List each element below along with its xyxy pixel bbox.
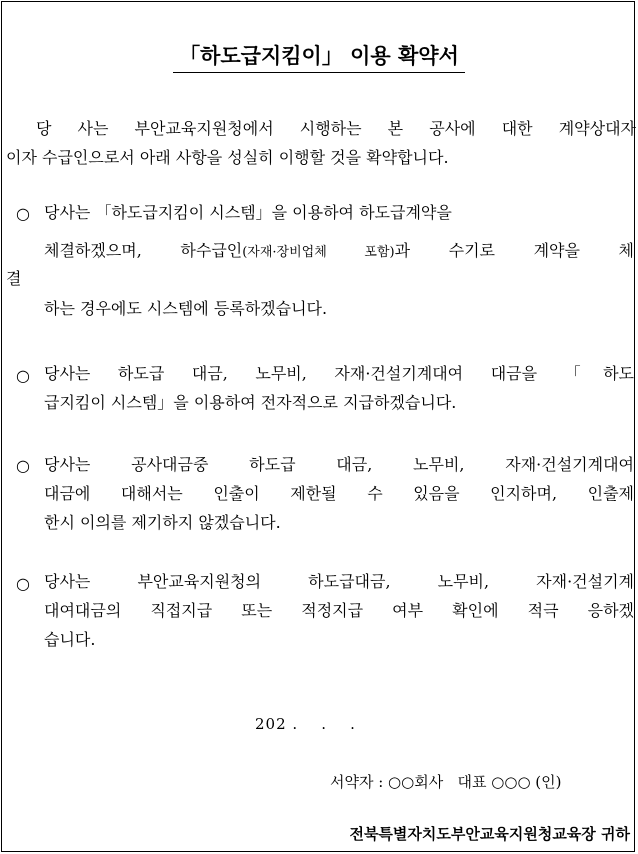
item-3-line-1: 당사는 공사대금중 하도급 대금, 노무비, 자재·건설기계대여 [44, 455, 634, 474]
item-1-line-3: 결 [6, 269, 22, 288]
item-1-line-2 [44, 236, 634, 267]
item-1-block-2 [44, 294, 634, 323]
item-1-line-2b: (자재·장비업체 포함) [242, 245, 395, 260]
bullet-3: ○ [16, 456, 30, 475]
item-4-line-1: 당사는 부안교육지원청의 하도급대금, 노무비, 자재·건설기계 [44, 572, 634, 591]
item-1-line-2a: 체결하겠으며, 하수급인 [44, 241, 243, 260]
intro-line-1: 당 사는 부안교육지원청에서 시행하는 본 공사에 대한 계약상대자 [36, 119, 636, 138]
item-4 [44, 567, 634, 654]
bullet-4: ○ [16, 574, 30, 593]
bullet-1: ○ [16, 204, 30, 223]
item-3 [44, 450, 634, 537]
date-line: 202 . . . [255, 715, 356, 733]
item-2 [44, 359, 634, 417]
item-1-line-4: 하는 경우에도 시스템에 등록하겠습니다. [44, 299, 328, 318]
intro-line-2: 이자 수급인으로서 아래 사항을 성실히 이행할 것을 확약합니다. [6, 148, 449, 167]
intro-paragraph [0, 114, 636, 172]
item-3-line-3: 한시 이의를 제기하지 않겠습니다. [44, 513, 281, 532]
document-title: 「하도급지킴이」 이용 확약서 [173, 42, 465, 73]
item-3-line-2: 대금에 대해서는 인출이 제한될 수 있음을 인지하며, 인출제 [44, 484, 634, 503]
recipient-line: 전북특별자치도부안교육지원청교육장 귀하 [349, 825, 630, 843]
document-title-wrap [0, 42, 638, 73]
item-4-line-2: 대여대금의 직접지급 또는 적정지급 여부 확인에 적극 응하겠 [44, 601, 634, 620]
bullet-2: ○ [16, 366, 30, 385]
item-1-line-1: 당사는 「하도급지킴이 시스템」을 이용하여 하도급계약을 [44, 203, 452, 222]
item-2-line-1: 당사는 하도급 대금, 노무비, 자재·건설기계대여 대금을 「하도 [44, 364, 634, 383]
item-1-line-2c: 과 수기로 계약을 체 [394, 241, 635, 260]
signature-line: 서약자 : ○○회사 대표 ○○○ (인) [330, 773, 562, 791]
item-4-line-3: 습니다. [44, 630, 96, 649]
item-2-line-2: 급지킴이 시스템」을 이용하여 전자적으로 지급하겠습니다. [44, 393, 457, 412]
item-1 [44, 198, 589, 227]
